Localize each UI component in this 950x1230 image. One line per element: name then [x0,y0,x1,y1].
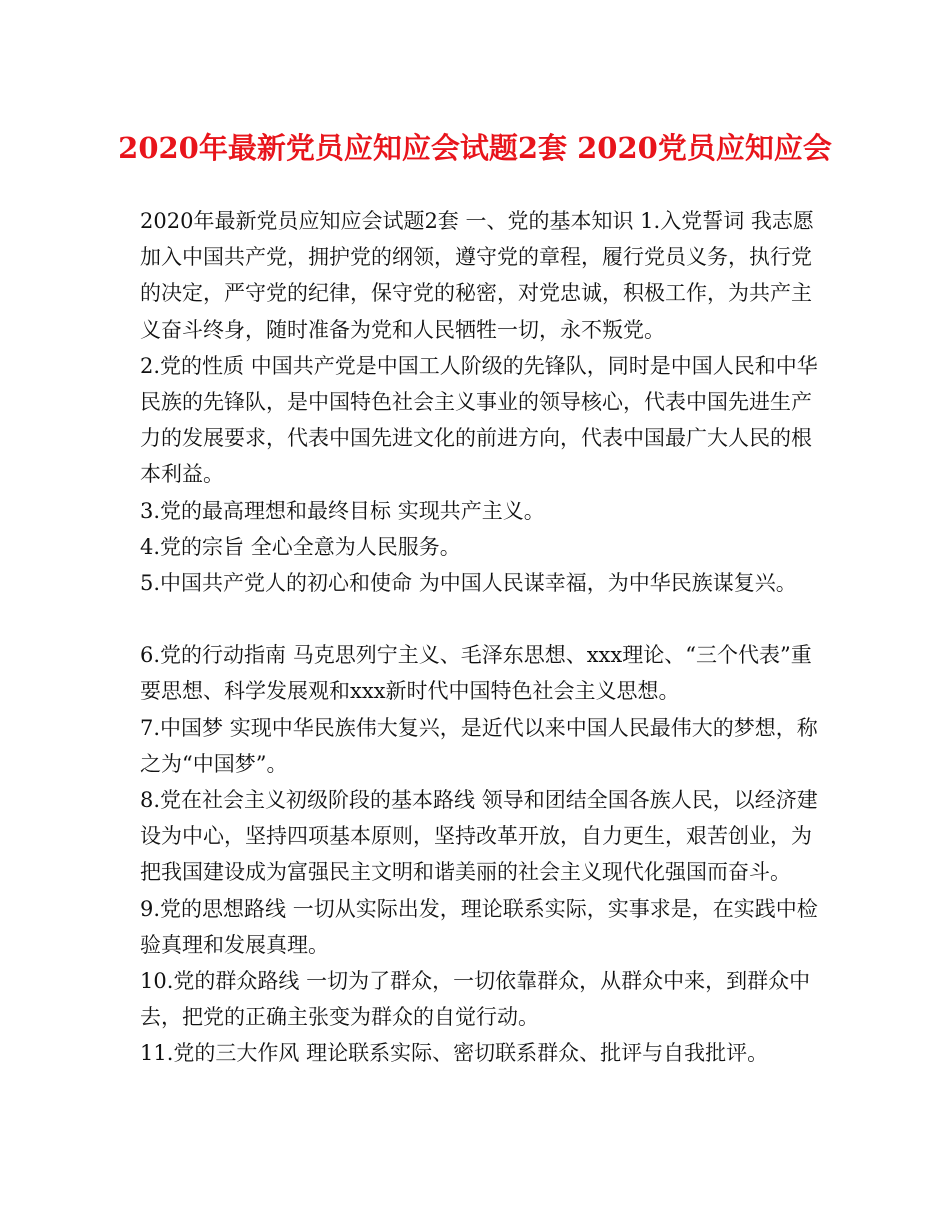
paragraph-ideological-line: 9.党的思想路线 一切从实际出发，理论联系实际，实事求是，在实践中检验真理和发展真理。 [140,896,818,957]
paragraph-party-nature: 2.党的性质 中国共产党是中国工人阶级的先锋队，同时是中国人民和中华民族的先锋队，是中国特色社会主义事业的领导核心，代表中国先进生产力的发展要求，代表中国先进文化的前进方向，代表中国最广大人民的根本利益。 [140,353,818,487]
paragraph-china-dream: 7.中国梦 实现中华民族伟大复兴，是近代以来中国人民最伟大的梦想，称之为“中国梦”。 [140,715,818,776]
paragraph-highest-ideal: 3.党的最高理想和最终目标 实现共产主义。 [140,498,545,523]
paragraph-three-styles: 11.党的三大作风 理论联系实际、密切联系群众、批评与自我批评。 [140,1041,769,1066]
paragraph-action-guide: 6.党的行动指南 马克思列宁主义、毛泽东思想、xxx理论、“三个代表”重要思想、科学发展观和xxx新时代中国特色社会主义思想。 [140,643,812,704]
document-body [140,203,820,1072]
paragraph-oath: 2020年最新党员应知应会试题2套 一、党的基本知识 1.入党誓词 我志愿加入中国共产党，拥护党的纲领，遵守党的章程，履行党员义务，执行党的决定，严守党的纪律，保守党的秘密，对党忠诚，积极工作，为共产主义奋斗终身，随时准备为党和人民牺牲一切，永不叛党。 [140,209,814,342]
paragraph-mass-line: 10.党的群众路线 一切为了群众，一切依靠群众，从群众中来，到群众中去，把党的正确主张变为群众的自觉行动。 [140,969,811,1030]
paragraph-basic-line: 8.党在社会主义初级阶段的基本路线 领导和团结全国各族人民，以经济建设为中心，坚持四项基本原则，坚持改革开放，自力更生，艰苦创业，为把我国建设成为富强民主文明和谐美丽的社会主义现代化强国而奋斗。 [140,788,818,885]
paragraph-original-mission: 5.中国共产党人的初心和使命 为中国人民谋幸福，为中华民族谋复兴。 [140,571,797,596]
paragraph-purpose: 4.党的宗旨 全心全意为人民服务。 [140,534,461,559]
document-title: 2020年最新党员应知应会试题2套 2020党员应知应会 [118,131,832,165]
